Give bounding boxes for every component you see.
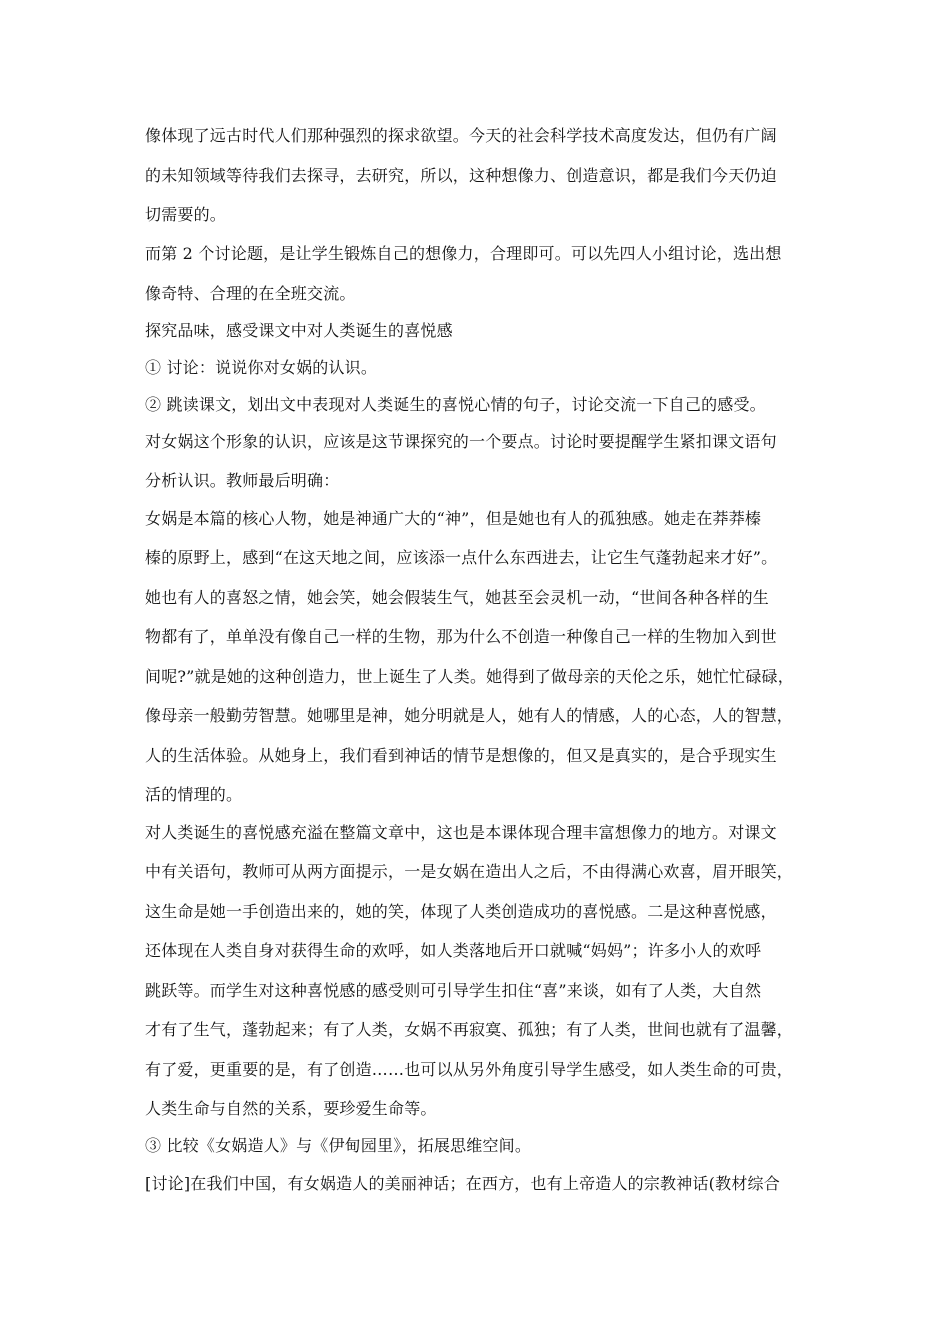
text-line: 她也有人的喜怒之情，她会笑，她会假装生气，她甚至会灵机一动，“世间各种各样的生 [145,588,769,607]
text-line: 人的生活体验。从她身上，我们看到神话的情节是想像的，但又是真实的，是合乎现实生 [145,746,777,765]
text-line: 物都有了，单单没有像自己一样的生物，那为什么不创造一种像自己一样的生物加入到世 [145,627,777,646]
text-line: 还体现在人类自身对获得生命的欢呼，如人类落地后开口就喊“妈妈”；许多小人的欢呼 [145,941,762,960]
text-line: 像奇特、合理的在全班交流。 [145,284,356,303]
text-line: 切需要的。 [145,205,227,224]
text-line: 活的情理的。 [145,785,243,804]
list-item: ① 讨论：说说你对女娲的认识。 [145,358,378,377]
text-line: 对女娲这个形象的认识，应该是这节课探究的一个要点。讨论时要提醒学生紧扣课文语句 [145,432,777,451]
text-line: 间呢?”就是她的这种创造力，世上诞生了人类。她得到了做母亲的天伦之乐，她忙忙碌碌， [145,667,794,686]
text-line: 而第 2 个讨论题，是让学生锻炼自己的想像力，合理即可。可以先四人小组讨论，选出想 [145,244,782,263]
text-line: 分析认识。教师最后明确： [145,471,340,490]
list-item: ② 跳读课文，划出文中表现对人类诞生的喜悦心情的句子，讨论交流一下自己的感受。 [145,395,766,414]
text-line: 中有关语句，教师可从两方面提示，一是女娲在造出人之后，不由得满心欢喜，眉开眼笑， [145,862,794,881]
text-line: 人类生命与自然的关系，要珍爱生命等。 [145,1099,437,1118]
text-line: 跳跃等。而学生对这种喜悦感的感受则可引导学生扣住“喜”来谈，如有了人类，大自然 [145,981,762,1000]
text-line: 才有了生气，蓬勃起来；有了人类，女娲不再寂寞、孤独；有了人类，世间也就有了温馨， [145,1020,794,1039]
text-line: 榛的原野上，感到“在这天地之间，应该添一点什么东西进去，让它生气蓬勃起来才好”。 [145,548,778,567]
text-line: 像体现了远古时代人们那种强烈的探求欲望。今天的社会科学技术高度发达，但仍有广阔 [145,126,777,145]
text-line: 的未知领域等待我们去探寻，去研究，所以，这种想像力、创造意识，都是我们今天仍迫 [145,166,777,185]
text-line: 像母亲一般勤劳智慧。她哪里是神，她分明就是人，她有人的情感，人的心态，人的智慧， [145,706,794,725]
text-line: 女娲是本篇的核心人物，她是神通广大的“神”，但是她也有人的孤独感。她走在莽莽榛 [145,509,762,528]
section-heading: 探究品味，感受课文中对人类诞生的喜悦感 [145,321,453,340]
text-line: 有了爱，更重要的是，有了创造……也可以从另外角度引导学生感受，如人类生命的可贵， [145,1060,794,1079]
list-item: ③ 比较《女娲造人》与《伊甸园里》，拓展思维空间。 [145,1136,532,1155]
text-line: 对人类诞生的喜悦感充溢在整篇文章中，这也是本课体现合理丰富想像力的地方。对课文 [145,823,777,842]
text-line: [讨论]在我们中国，有女娲造人的美丽神话；在西方，也有上帝造人的宗教神话(教材综合 [145,1174,780,1193]
text-line: 这生命是她一手创造出来的，她的笑，体现了人类创造成功的喜悦感。二是这种喜悦感， [145,902,777,921]
